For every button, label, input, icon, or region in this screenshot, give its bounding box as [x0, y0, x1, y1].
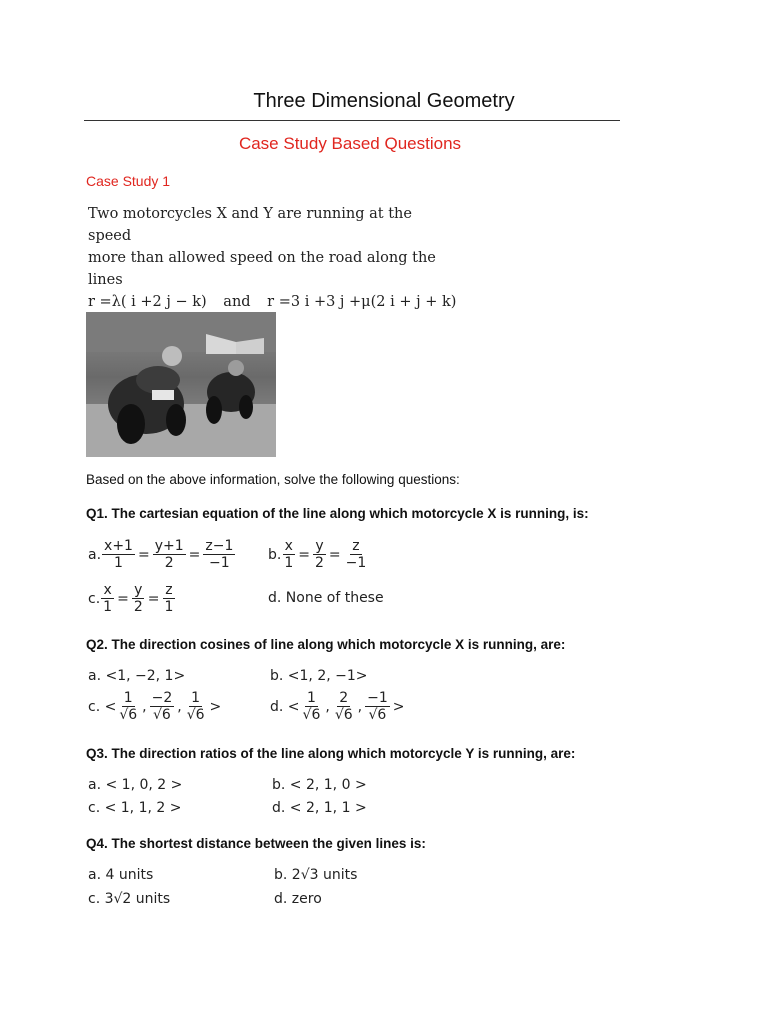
fraction: $\frac{x}{1}$: [103, 582, 113, 615]
q2-option-b[interactable]: b. <1, 2, −1>: [270, 668, 368, 684]
fraction: $\frac{z-1}{-1}$: [205, 538, 234, 571]
motorcycles-photo: [86, 312, 276, 457]
q3-option-d[interactable]: d. < 2, 1, 1 >: [272, 800, 367, 816]
fraction: $\frac{y}{2}$: [133, 582, 143, 615]
question-3: Q3. The direction ratios of the line along which motorcycle Y is running, are:: [86, 746, 576, 761]
problem-equations: [88, 291, 457, 313]
fraction: $\frac{z}{-1}$: [345, 538, 367, 571]
option-label: b.: [268, 546, 282, 563]
fraction: $\frac{-2}{√6}$: [151, 690, 173, 723]
fraction: $\frac{z}{1}$: [164, 582, 174, 615]
equation-line-y: r =3 i +3 j +μ(2 i + j + k): [267, 294, 457, 310]
q3-option-c[interactable]: c. < 1, 1, 2 >: [88, 800, 182, 816]
title-divider: [84, 120, 620, 121]
fraction: $\frac{-1}{√6}$: [367, 690, 388, 723]
q1-option-b[interactable]: b. $\frac{x}{1}$ = $\frac{y}{2}$ = $\frac{z}{-1}$: [268, 538, 367, 571]
and-word: and: [223, 294, 251, 310]
fraction: $\frac{y}{2}$: [315, 538, 324, 571]
fraction: $\frac{x}{1}$: [284, 538, 294, 571]
equation-line-x: r =λ( i +2 j − k): [88, 294, 207, 310]
option-label: c.: [88, 590, 101, 607]
q4-option-c[interactable]: c. 3√2 units: [88, 891, 171, 907]
q4-option-a[interactable]: a. 4 units: [88, 867, 154, 883]
case-study-label: Case Study 1: [86, 173, 171, 189]
page-title: Three Dimensional Geometry: [253, 90, 515, 112]
q4-option-b[interactable]: b. 2√3 units: [274, 867, 358, 883]
q2-option-c[interactable]: c. < $\frac{1}{√6}$ , $\frac{-2}{√6}$ , $\frac{1}{√6}$ >: [88, 690, 222, 723]
q2-option-d[interactable]: d. < $\frac{1}{√6}$ , $\frac{2}{√6}$ , $\frac{-1}{√6}$ >: [270, 690, 405, 723]
problem-line-1: Two motorcycles X and Y are running at the speed: [88, 206, 412, 244]
question-2: Q2. The direction cosines of line along which motorcycle X is running, are:: [86, 637, 566, 652]
fraction: $\frac{x+1}{1}$: [104, 538, 133, 571]
question-1: Q1. The cartesian equation of the line along which motorcycle X is running, is:: [86, 506, 589, 521]
q3-option-a[interactable]: a. < 1, 0, 2 >: [88, 777, 183, 793]
option-label: d. <: [270, 698, 300, 715]
fraction: $\frac{1}{√6}$: [302, 690, 321, 723]
fraction: $\frac{2}{√6}$: [334, 690, 353, 723]
fraction: $\frac{y+1}{2}$: [154, 538, 184, 571]
q1-option-a[interactable]: a. $\frac{x+1}{1}$ = $\frac{y+1}{2}$ = $\frac{z-1}{-1}$: [88, 538, 234, 571]
intro-text: Based on the above information, solve the following questions:: [86, 472, 460, 487]
fraction: $\frac{1}{√6}$: [186, 690, 205, 723]
problem-line-2: more than allowed speed on the road along the lines: [88, 250, 436, 288]
section-subtitle: Case Study Based Questions: [238, 134, 462, 153]
q1-option-d[interactable]: d. None of these: [268, 590, 384, 606]
q2-option-a[interactable]: a. <1, −2, 1>: [88, 668, 186, 684]
q4-option-d[interactable]: d. zero: [274, 891, 322, 907]
question-4: Q4. The shortest distance between the given lines is:: [86, 836, 426, 851]
q1-option-c[interactable]: c. $\frac{x}{1}$ = $\frac{y}{2}$ = $\frac{z}{1}$: [88, 582, 174, 615]
option-label: a.: [88, 546, 102, 563]
fraction: $\frac{1}{√6}$: [119, 690, 138, 723]
q3-option-b[interactable]: b. < 2, 1, 0 >: [272, 777, 367, 793]
option-label: c. <: [88, 698, 117, 715]
